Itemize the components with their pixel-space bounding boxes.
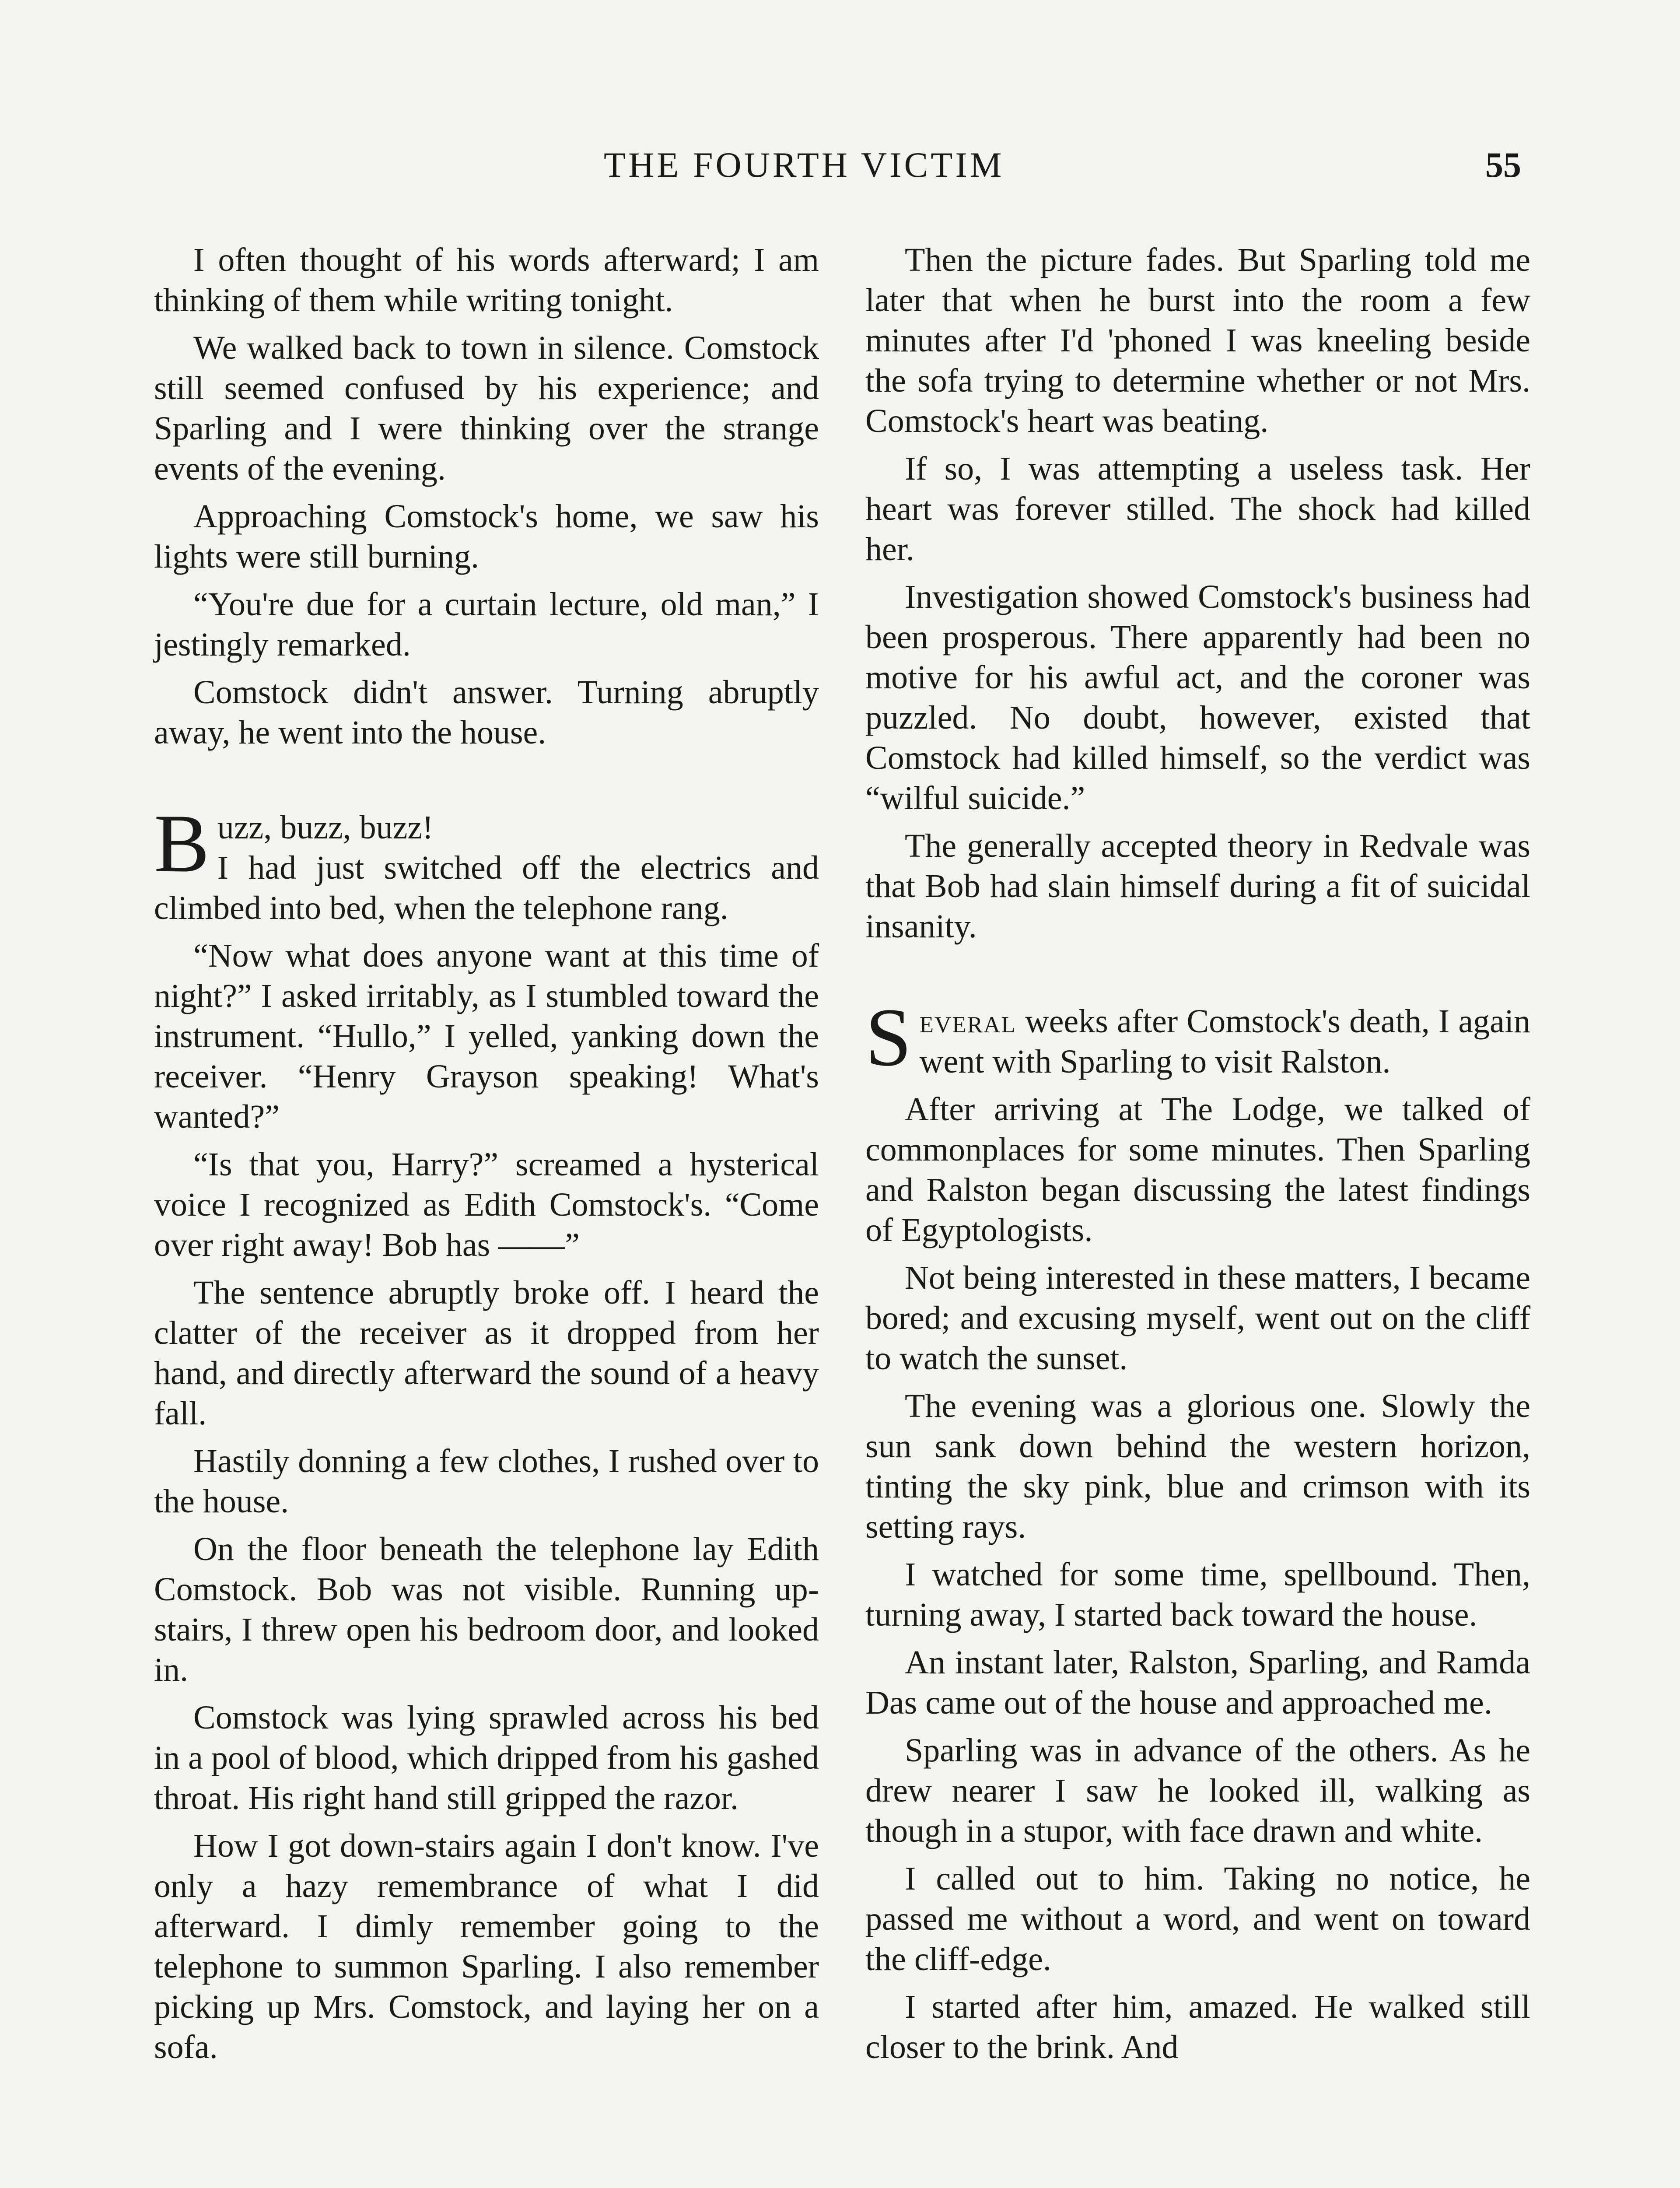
section-first-sentence: I had just switched off the electrics and climbed into bed, when the telephone rang. (154, 849, 819, 926)
drop-cap: S (865, 992, 912, 1083)
section-lead: uzz (217, 809, 264, 846)
paragraph: We walked back to town in silence. Comstock still seemed confused by his experience; and Sparling and I were thinking over the strange events of the evening. (154, 330, 819, 487)
paragraph: After arriving at The Lodge, we talked of commonplaces for some minutes. Then Sparling and Ralston began discussing the latest findings of Egyptologists. (865, 1091, 1530, 1248)
section-opening (154, 798, 819, 928)
paragraph: “Now what does anyone want at this time of night?” I asked irritably, as I stumbled toward the instrument. “Hullo,” I yelled, yanking down the receiver. “Henry Grayson speaking! What's wanted?” (154, 937, 819, 1135)
paragraph: Approaching Comstock's home, we saw his lights were still burning. (154, 498, 819, 575)
section-lead-rest: weeks after Comstock's death, I again went with Sparling to visit Ralston. (919, 1003, 1530, 1080)
paragraph: Comstock didn't answer. Turning abruptly away, he went into the house. (154, 674, 819, 751)
section-lead-rest: , buzz, buzz! (263, 809, 434, 846)
section-lead: everal (919, 1003, 1016, 1040)
paragraph: The generally accepted theory in Redvale was that Bob had slain himself during a fit of suicidal insanity. (865, 828, 1530, 945)
paragraph: Sparling was in advance of the others. As he drew nearer I saw he looked ill, walking as though in a stupor, with face drawn and white. (865, 1732, 1530, 1849)
paragraph: I called out to him. Taking no notice, he passed me without a word, and went on toward the cliff-edge. (865, 1860, 1530, 1978)
drop-cap: B (154, 798, 210, 890)
paragraph: “Is that you, Harry?” screamed a hysterical voice I recognized as Edith Comstock's. “Come over right away! Bob has ——” (154, 1146, 819, 1263)
paragraph: I started after him, amazed. He walked still closer to the brink. And (865, 1988, 1530, 2065)
paragraph: How I got down-stairs again I don't know. I've only a hazy remembrance of what I did afterward. I dimly remember going to the telephone to summon Sparling. I also remember picking up Mrs. Comstock, and laying her on a sofa. (154, 1827, 819, 2065)
paragraph: “You're due for a curtain lecture, old man,” I jestingly remarked. (154, 586, 819, 663)
page-number: 55 (1485, 145, 1521, 185)
paragraph: I watched for some time, spellbound. Then, turning away, I started back toward the house. (865, 1556, 1530, 1633)
section-opening (865, 992, 1530, 1083)
paragraph: Then the picture fades. But Sparling told me later that when he burst into the room a few minutes after I'd 'phoned I was kneeling beside the sofa trying to determine whether or not Mrs. Comstock's heart was beating. (865, 242, 1530, 439)
paragraph: Hastily donning a few clothes, I rushed over to the house. (154, 1443, 819, 1520)
paragraph: Investigation showed Comstock's business had been prosperous. There apparently had been no motive for his awful act, and the coroner was puzzled. No doubt, however, existed that Comstock had killed himself, so the verdict was “wilful suicide.” (865, 579, 1530, 817)
paragraph: I often thought of his words afterward; I am thinking of them while writing tonight. (154, 242, 819, 319)
right-column (865, 240, 1530, 2075)
paragraph: On the floor beneath the telephone lay Edith Comstock. Bob was not visible. Running up-stairs, I threw open his bedroom door, and looked in. (154, 1531, 819, 1688)
paragraph: The sentence abruptly broke off. I heard the clatter of the receiver as it dropped from her hand, and directly afterward the sound of a heavy fall. (154, 1274, 819, 1432)
paragraph: Not being interested in these matters, I became bored; and excusing myself, went out on the cliff to watch the sunset. (865, 1259, 1530, 1377)
paragraph: If so, I was attempting a useless task. Her heart was forever stilled. The shock had killed her. (865, 450, 1530, 568)
paragraph: An instant later, Ralston, Sparling, and Ramda Das came out of the house and approached me. (865, 1644, 1530, 1721)
paragraph: The evening was a glorious one. Slowly the sun sank down behind the western horizon, tinting the sky pink, blue and crimson with its setting rays. (865, 1388, 1530, 1545)
running-title: THE FOURTH VICTIM (604, 145, 1004, 185)
paragraph: Comstock was lying sprawled across his bed in a pool of blood, which dripped from his gashed throat. His right hand still gripped the razor. (154, 1699, 819, 1816)
left-column (154, 240, 819, 2075)
page-header (0, 144, 1680, 193)
